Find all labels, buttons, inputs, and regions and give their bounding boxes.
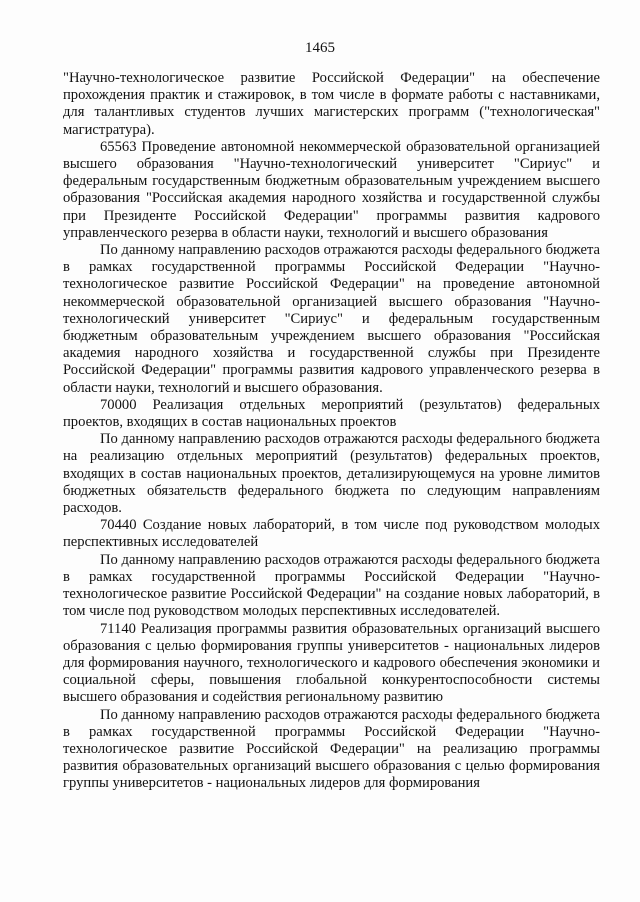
- paragraph: 65563 Проведение автономной некоммерческой образовательной организацией высшего образования "Научно-технологический университет "Сириус" и федеральным государственным бюджетным образовательным учреждением высшего образования "Российская академия народного хозяйства и государственной службы при Президенте Российской Федерации" программы развития кадрового управленческого резерва в области науки, технологий и высшего образования: [63, 138, 600, 241]
- paragraph: 70000 Реализация отдельных мероприятий (результатов) федеральных проектов, входящих в состав национальных проектов: [63, 396, 600, 431]
- document-body: [63, 70, 600, 793]
- paragraph: По данному направлению расходов отражаются расходы федерального бюджета на реализацию отдельных мероприятий (результатов) федеральных проектов, входящих в состав национальных проектов, детализирующемуся на уровне лимитов бюджетных обязательств федерального бюджета по следующим направлениям расходов.: [63, 431, 600, 517]
- paragraph: По данному направлению расходов отражаются расходы федерального бюджета в рамках государственной программы Российской Федерации "Научно-технологическое развитие Российской Федерации" на создание новых лабораторий, в том числе под руководством молодых перспективных исследователей.: [63, 551, 600, 620]
- paragraph: "Научно-технологическое развитие Российской Федерации" на обеспечение прохождения практик и стажировок, в том числе в формате работы с наставниками, для талантливых студентов лучших магистерских программ ("технологическая" магистратура).: [63, 70, 600, 138]
- page-number: 1465: [305, 40, 335, 56]
- paragraph: По данному направлению расходов отражаются расходы федерального бюджета в рамках государственной программы Российской Федерации "Научно-технологическое развитие Российской Федерации" на проведение автономной некоммерческой образовательной организацией высшего образования "Научно-технологический университет "Сириус" и федеральным государственным бюджетным образовательным учреждением высшего образования "Российская академия народного хозяйства и государственной службы при Президенте Российской Федерации" программы развития кадрового управленческого резерва в области науки, технологий и высшего образования.: [63, 242, 600, 396]
- paragraph: 70440 Создание новых лабораторий, в том числе под руководством молодых перспективных исследователей: [63, 517, 600, 551]
- paragraph: 71140 Реализация программы развития образовательных организаций высшего образования с целью формирования группы университетов - национальных лидеров для формирования научного, технологического и кадрового обеспечения экономики и социальной сферы, повышения глобальной конкурентоспособности системы высшего образования и содействия региональному развитию: [63, 620, 600, 706]
- paragraph: По данному направлению расходов отражаются расходы федерального бюджета в рамках государственной программы Российской Федерации "Научно-технологическое развитие Российской Федерации" на реализацию программы развития образовательных организаций высшего образования с целью формирования группы университетов - национальных лидеров для формирования: [63, 706, 600, 792]
